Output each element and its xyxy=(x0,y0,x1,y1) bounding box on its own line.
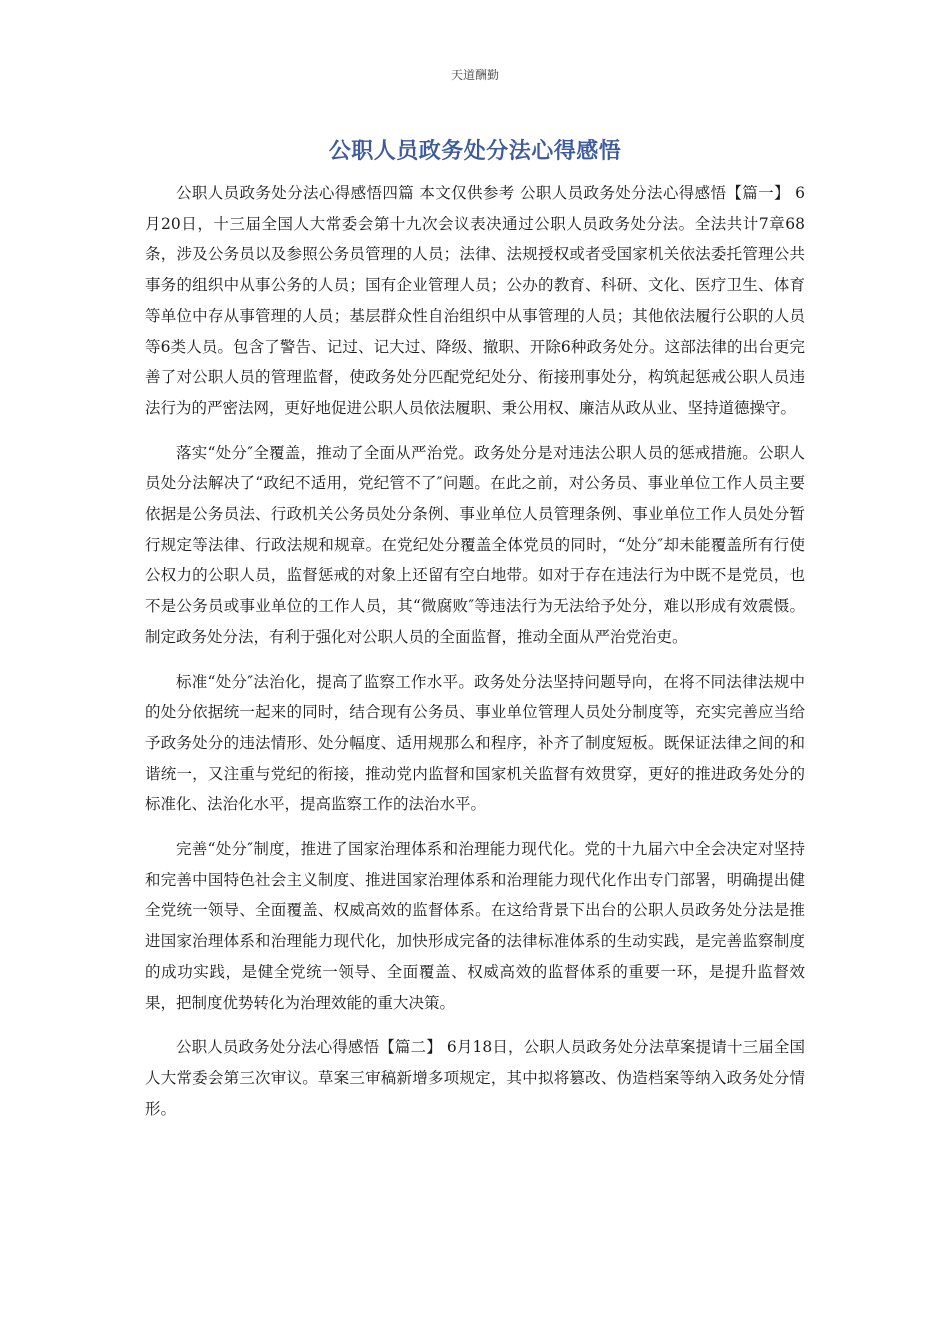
paragraph-2: 落实“处分″全覆盖，推动了全面从严治党。政务处分是对违法公职人员的惩戒措施。公职人员处分法解决了“政纪不适用，党纪管不了″问题。在此之前，对公务员、事业单位工作人员主要依据是公务员法、行政机关公务员处分条例、事业单位人员管理条例、事业单位工作人员处分暂行规定等法律、行政法规和规章。在党纪处分覆盖全体党员的同时，“处分″却未能覆盖所有行使公权力的公职人员，监督惩戒的对象上还留有空白地带。如对于存在违法行为中既不是党员，也不是公务员或事业单位的工作人员，其“微腐败″等违法行为无法给予处分，难以形成有效震慑。制定政务处分法，有利于强化对公职人员的全面监督，推动全面从严治党治吏。 xyxy=(145,443,805,646)
document-title: 公职人员政务处分法心得感悟 xyxy=(328,139,622,164)
paragraph-1: 公职人员政务处分法心得感悟四篇 本文仅供参考 公职人员政务处分法心得感悟【篇一】 6月20日，十三届全国人大常委会第十九次会议表决通过公职人员政务处分法。全法共计7章68条，涉及公务员以及参照公务员管理的人员；法律、法规授权或者受国家机关依法委托管理公共事务的组织中从事公务的人员；国有企业管理人员；公办的教育、科研、文化、医疗卫生、体育等单位中存从事管理的人员；基层群众性自治组织中从事管理的人员；其他依法履行公职的人员等6类人员。包含了警告、记过、记大过、降级、撤职、开除6种政务处分。这部法律的出台更完善了对公职人员的管理监督，使政务处分匹配党纪处分、衔接刑事处分，构筑起惩戒公职人员违法行为的严密法网，更好地促进公职人员依法履职、秉公用权、廉洁从政从业、坚持道德操守。 xyxy=(145,184,805,417)
paragraph-3: 标准“处分″法治化，提高了监察工作水平。政务处分法坚持问题导向，在将不同法律法规中的处分依据统一起来的同时，结合现有公务员、事业单位管理人员处分制度等，充实完善应当给予政务处分的违法情形、处分幅度、适用规那么和程序，补齐了制度短板。既保证法律之间的和谐统一，又注重与党纪的衔接，推动党内监督和国家机关监督有效贯穿，更好的推进政务处分的标准化、法治化水平，提高监察工作的法治水平。 xyxy=(145,672,805,814)
paragraph-5: 公职人员政务处分法心得感悟【篇二】 6月18日，公职人员政务处分法草案提请十三届全国人大常委会第三次审议。草案三审稿新增多项规定，其中拟将篡改、伪造档案等纳入政务处分情形。 xyxy=(145,1038,805,1118)
document-body xyxy=(145,178,805,1138)
page-header: 天道酬勤 xyxy=(450,68,499,82)
paragraph-4: 完善“处分″制度，推进了国家治理体系和治理能力现代化。党的十九届六中全会决定对坚持和完善中国特色社会主义制度、推进国家治理体系和治理能力现代化作出专门部署，明确提出健全党统一领导、全面覆盖、权威高效的监督体系。在这给背景下出台的公职人员政务处分法是推进国家治理体系和治理能力现代化，加快形成完备的法律标准体系的生动实践，是完善监察制度的成功实践，是健全党统一领导、全面覆盖、权威高效的监督体系的重要一环，是提升监督效果，把制度优势转化为治理效能的重大决策。 xyxy=(145,840,805,1012)
